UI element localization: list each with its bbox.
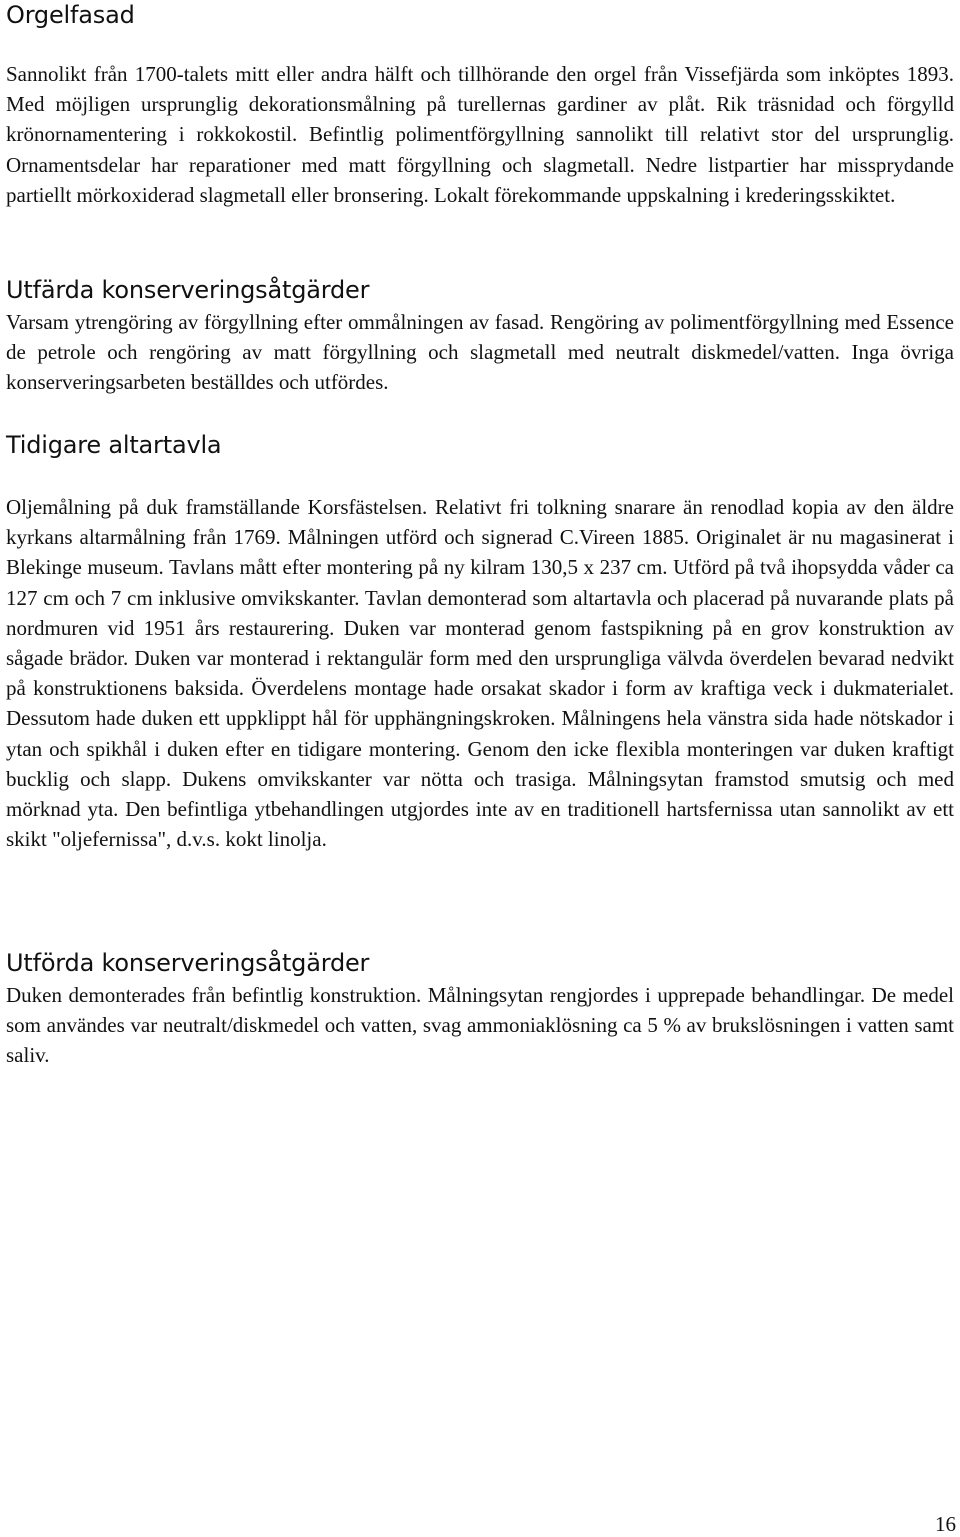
- section-heading-tidigare-altartavla: Tidigare altartavla: [6, 431, 222, 459]
- section-text-utforda-konserveringsatgarder: Duken demonterades från befintlig konstruktion. Målningsytan rengjordes i upprepade behandlingar. De medel som användes var neutralt/diskmedel och vatten, svag ammoniaklösning ca 5 % av brukslösningen i vatten samt saliv.: [6, 983, 954, 1068]
- section-text-utfarda-konserveringsatgarder: Varsam ytrengöring av förgyllning efter ommålningen av fasad. Rengöring av polimentförgyllning med Essence de petrole och rengöring av matt förgyllning och slagmetall med neutralt diskmedel/vatten. Inga övriga konserveringsarbeten beställdes och utfördes.: [6, 310, 954, 395]
- section-heading-utfarda-konserveringsatgarder: Utfärda konserveringsåtgärder: [6, 276, 370, 304]
- section-text-orgelfasad: Sannolikt från 1700-talets mitt eller andra hälft och tillhörande den orgel från Vissefjärda som inköptes 1893. Med möjligen ursprunglig dekorationsmålning på turellernas gardiner av plåt. Rik träsnidad och förgylld krönornamentering i rokkokostil. Befintlig polimentförgyllning sannolikt till relativt stor del ursprunglig. Ornamentsdelar har reparationer med matt förgyllning och slagmetall. Nedre listpartier har missprydande partiellt mörkoxiderad slagmetall eller bronsering. Lokalt förekommande uppskalning i krederingsskiktet.: [6, 62, 954, 207]
- section-text-tidigare-altartavla: Oljemålning på duk framställande Korsfästelsen. Relativt fri tolkning snarare än renodlad kopia av den äldre kyrkans altarmålning från 1769. Målningen utförd och signerad C.Vireen 1885. Originalet är nu magasinerat i Blekinge museum. Tavlans mått efter montering på ny kilram 130,5 x 237 cm. Utförd på två ihopsydda våder ca 127 cm och 7 cm inklusive omvikskanter. Tavlan demonterad som altartavla och placerad på nuvarande plats på nordmuren vid 1951 års restaurering. Duken var monterad genom fastspikning på en grov konstruktion av sågade brädor. Duken var monterad i rektangulär form med den ursprungliga välvda överdelen bevarad nedvikt på konstruktionens baksida. Överdelens montage hade orsakat skador i form av kraftiga veck i dukmaterialet. Dessutom hade duken ett uppklippt hål för upphängningskroken. Målningens hela vänstra sida hade nötskador i ytan och spikhål i duken efter en tidigare montering. Genom den icke flexibla monteringen var duken kraftigt bucklig och slapp. Dukens omvikskanter var nötta och trasiga. Målningsytan framstod smutsig och med mörknad yta. Den befintliga ytbehandlingen utgjordes inte av en traditionell hartsfernissa utan sannolikt av ett skikt "oljefernissa", d.v.s. kokt linolja.: [6, 495, 954, 852]
- section-heading-utforda-konserveringsatgarder: Utförda konserveringsåtgärder: [6, 949, 370, 977]
- section-heading-orgelfasad: Orgelfasad: [6, 1, 135, 29]
- page-number: 16: [935, 1512, 956, 1536]
